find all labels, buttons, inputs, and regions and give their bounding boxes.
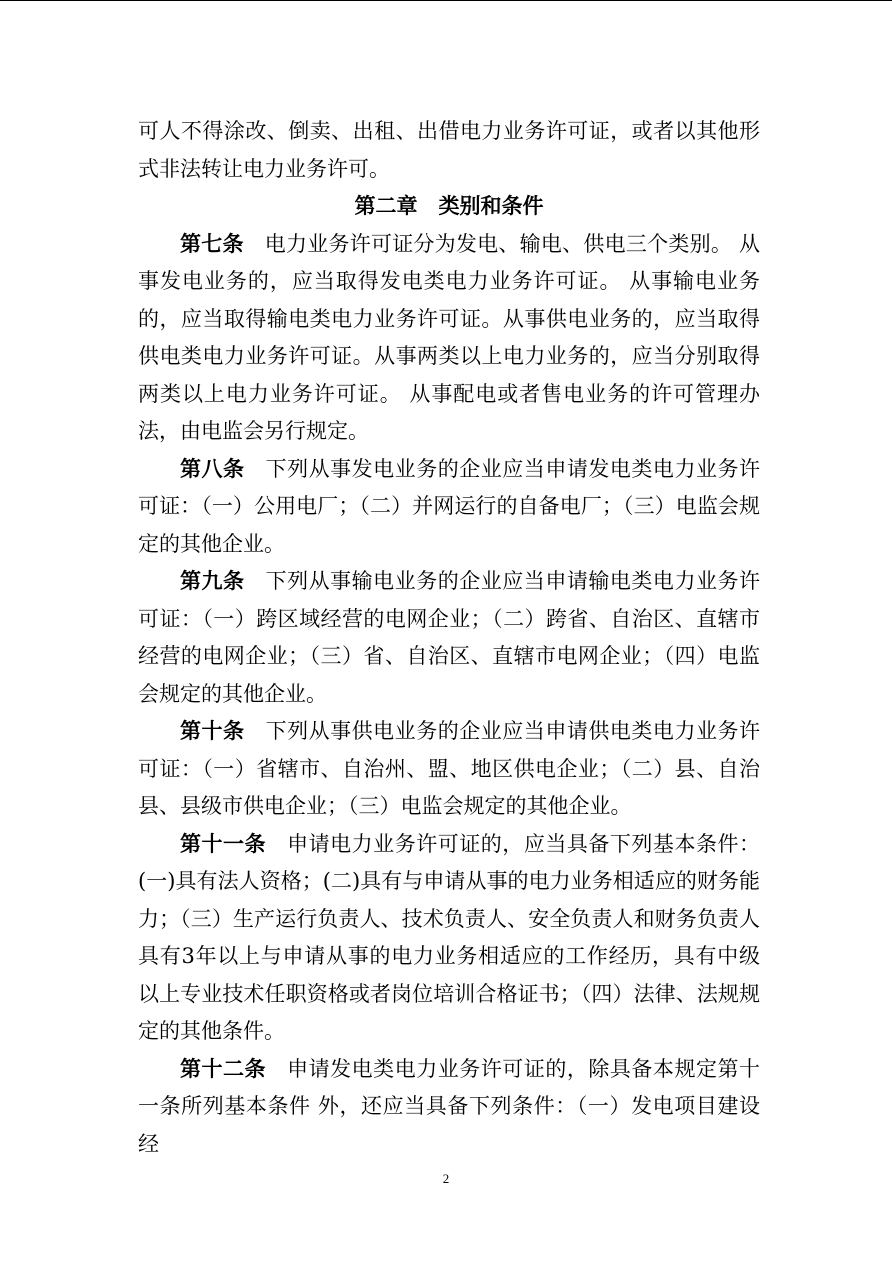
article-11 [138, 826, 760, 1051]
article-9 [138, 563, 760, 713]
article-text: 申请电力业务许可证的，应当具备下列基本条件：(一)具有法人资格；(二)具有与申请从事的电力业务相适应的财务能力；（三）生产运行负责人、技术负责人、安全负责人和财务负责人具有3年以上与申请从事的电力业务相适应的工作经历，具有中级以上专业技术任职资格或者岗位培训合格证书；（四）法律、法规规定的其他条件。 [138, 831, 761, 1043]
article-text: 下列从事输电业务的企业应当申请输电类电力业务许可证：（一）跨区域经营的电网企业；（二）跨省、自治区、直辖市经营的电网企业；（三）省、自治区、直辖市电网企业；（四）电监会规定的其他企业。 [138, 569, 761, 706]
article-label: 第十一条 [180, 831, 267, 856]
article-12 [138, 1051, 760, 1164]
page-number: 2 [442, 1171, 450, 1186]
article-label: 第七条 [180, 231, 244, 256]
article-text: 下列从事供电业务的企业应当申请供电类电力业务许可证：（一）省辖市、自治州、盟、地区供电企业；（二）县、自治县、县级市供电企业；（三）电监会规定的其他企业。 [138, 719, 761, 818]
body-text [138, 113, 760, 1163]
article-text: 下列从事发电业务的企业应当申请发电类电力业务许可证：（一）公用电厂；（二）并网运行的自备电厂；（三）电监会规定的其他企业。 [138, 456, 761, 556]
article-text: 电力业务许可证分为发电、输电、供电三个类别。 从事发电业务的，应当取得发电类电力业务许可证。 从事输电业务的，应当取得输电类电力业务许可证。从事供电业务的，应当取得供电类电力业务许可证。从事两类以上电力业务的，应当分别取得两类以上电力业务许可证。 从事配电或者售电业务的许可管理办法，由电监会另行规定。 [138, 231, 760, 443]
article-label: 第十二条 [180, 1056, 267, 1081]
continued-paragraph: 可人不得涂改、倒卖、出租、出借电力业务许可证，或者以其他形式非法转让电力业务许可。 [138, 119, 760, 181]
article-7 [138, 226, 760, 451]
article-label: 第九条 [180, 569, 245, 593]
chapter-heading: 第二章 类别和条件 [354, 194, 544, 218]
article-8 [138, 451, 760, 564]
article-text: 申请发电类电力业务许可证的，除具备本规定第十一条所列基本条件 外，还应当具备下列条件：（一）发电项目建设经 [138, 1056, 761, 1156]
article-label: 第十条 [180, 719, 245, 743]
article-label: 第八条 [180, 456, 245, 481]
article-10 [138, 713, 760, 826]
